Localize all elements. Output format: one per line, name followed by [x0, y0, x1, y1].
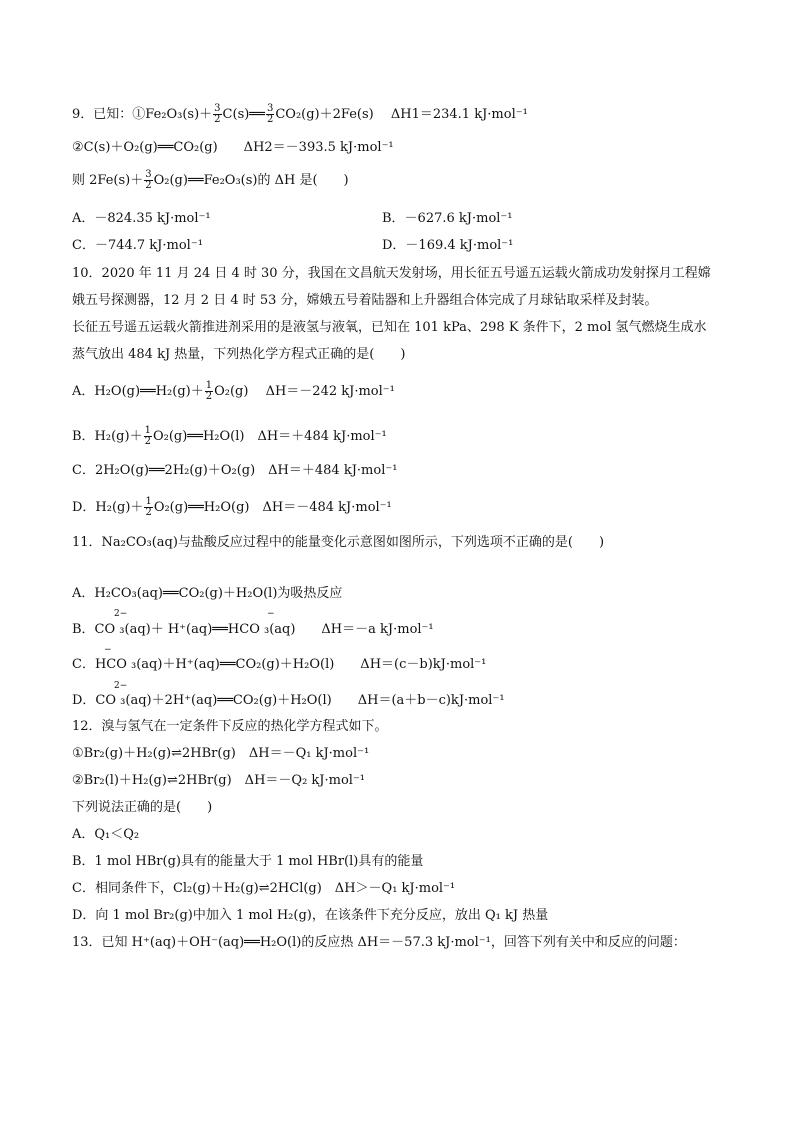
q10-line2: 娥五号探测器，12 月 2 日 4 时 53 分，嫦娥五号着陆器和上升器组合体完成了月球钻取采样及封装。 — [72, 293, 658, 308]
q12-option-d: D．向 1 mol Br₂(g)中加入 1 mol H₂(g)，在该条件下充分反应，放出 Q₁ kJ 热量 — [72, 908, 549, 923]
denominator: 2 — [145, 180, 152, 191]
q9-line1-part-b: C(s)══ — [222, 107, 265, 122]
q13-line1: 13．已知 H⁺(aq)＋OH⁻(aq)══H₂O(l)的反应热 ΔH＝－57.3 kJ·mol⁻¹，回答下列有关中和反应的问题： — [72, 935, 686, 950]
numerator: 3 — [145, 169, 152, 180]
q11-option-c-charge: − — [104, 645, 112, 655]
q9-line1-part-c: CO₂(g)＋2Fe(s) ΔH1＝234.1 kJ·mol⁻¹ — [275, 107, 528, 122]
q11-line1: 11．Na₂CO₃(aq)与盐酸反应过程中的能量变化示意图如图所示，下列选项不正确的是( ) — [72, 535, 605, 550]
q11-option-b-charge-carbonate: 2− — [114, 609, 128, 619]
q9-line3-part-b: O₂(g)══Fe₂O₃(s)的 ΔH 是( ) — [153, 173, 349, 188]
q10-option-b-part-a: B．H₂(g)＋ — [72, 429, 143, 444]
fraction — [144, 170, 152, 191]
q9-line1-part-a: 9．已知：①Fe₂O₃(s)＋ — [72, 107, 213, 122]
numerator: 3 — [266, 103, 274, 114]
fraction — [205, 381, 213, 402]
q10-option-b-part-b: O₂(g)══H₂O(l) ΔH＝＋484 kJ·mol⁻¹ — [152, 429, 387, 444]
denominator: 2 — [205, 391, 213, 402]
denominator: 2 — [266, 114, 274, 125]
q12-equation2: ②Br₂(l)＋H₂(g)⇌2HBr(g) ΔH＝－Q₂ kJ·mol⁻¹ — [72, 773, 366, 788]
q10-option-b — [72, 426, 387, 447]
fraction — [144, 426, 152, 447]
q11-option-c: C．HCO ₃(aq)＋H⁺(aq)══CO₂(g)＋H₂O(l) ΔH＝(c－b)kJ·mol⁻¹ — [72, 657, 487, 672]
q9-option-a: A．－824.35 kJ·mol⁻¹ — [72, 211, 211, 226]
q12-option-b: B．1 mol HBr(g)具有的能量大于 1 mol HBr(l)具有的能量 — [72, 854, 424, 869]
q10-option-a-part-b: O₂(g) ΔH＝－242 kJ·mol⁻¹ — [214, 384, 395, 399]
q9-line1 — [72, 104, 528, 125]
q9-line3 — [72, 170, 349, 191]
q12-line2: 下列说法正确的是( ) — [72, 800, 213, 815]
fraction — [213, 104, 221, 125]
q9-option-b: B．－627.6 kJ·mol⁻¹ — [382, 211, 513, 226]
fraction — [266, 104, 274, 125]
q11-option-d-charge: 2− — [114, 681, 128, 691]
q10-option-d-part-a: D．H₂(g)＋ — [72, 500, 144, 515]
q11-option-d: D．CO ₃(aq)＋2H⁺(aq)══CO₂(g)＋H₂O(l) ΔH＝(a＋b－c)kJ·mol⁻¹ — [72, 693, 505, 708]
q9-option-c: C．－744.7 kJ·mol⁻¹ — [72, 238, 203, 253]
q10-option-a — [72, 381, 395, 402]
fraction — [144, 497, 152, 518]
numerator: 1 — [145, 496, 152, 507]
q10-option-d-part-b: O₂(g)══H₂O(g) ΔH＝－484 kJ·mol⁻¹ — [153, 500, 392, 515]
q11-option-a: A．H₂CO₃(aq)══CO₂(g)＋H₂O(l)为吸热反应 — [72, 586, 343, 601]
q12-option-c: C．相同条件下，Cl₂(g)＋H₂(g)⇌2HCl(g) ΔH＞－Q₁ kJ·mol⁻¹ — [72, 881, 456, 896]
q11-option-b: B．CO ₃(aq)＋ H⁺(aq)══HCO ₃(aq) ΔH＝－a kJ·mol⁻¹ — [72, 622, 434, 637]
q9-option-d: D．－169.4 kJ·mol⁻¹ — [382, 238, 514, 253]
q11-option-b-charge-bicarbonate: − — [267, 609, 275, 619]
numerator: 1 — [205, 380, 213, 391]
numerator: 3 — [214, 103, 221, 114]
q10-option-c: C．2H₂O(g)══2H₂(g)＋O₂(g) ΔH＝＋484 kJ·mol⁻¹ — [72, 463, 398, 478]
q12-line1: 12．溴与氢气在一定条件下反应的热化学方程式如下。 — [72, 719, 388, 734]
q9-line2: ②C(s)＋O₂(g)══CO₂(g) ΔH2＝－393.5 kJ·mol⁻¹ — [72, 140, 394, 155]
q10-option-d — [72, 497, 392, 518]
denominator: 2 — [144, 436, 151, 447]
q10-option-a-part-a: A．H₂O(g)══H₂(g)＋ — [72, 384, 204, 399]
numerator: 1 — [144, 425, 151, 436]
q10-line3: 长征五号遥五运载火箭推进剂采用的是液氢与液氧，已知在 101 kPa、298 K 条件下，2 mol 氢气燃烧生成水 — [72, 320, 707, 335]
denominator: 2 — [214, 114, 221, 125]
q12-option-a: A．Q₁＜Q₂ — [72, 827, 140, 842]
q10-line4: 蒸气放出 484 kJ 热量，下列热化学方程式正确的是( ) — [72, 347, 406, 362]
denominator: 2 — [145, 507, 152, 518]
q9-line3-part-a: 则 2Fe(s)＋ — [72, 173, 144, 188]
q10-line1: 10．2020 年 11 月 24 日 4 时 30 分，我国在文昌航天发射场，用长征五号遥五运载火箭成功发射探月工程嫦 — [72, 266, 711, 281]
q12-equation1: ①Br₂(g)＋H₂(g)⇌2HBr(g) ΔH＝－Q₁ kJ·mol⁻¹ — [72, 746, 370, 761]
